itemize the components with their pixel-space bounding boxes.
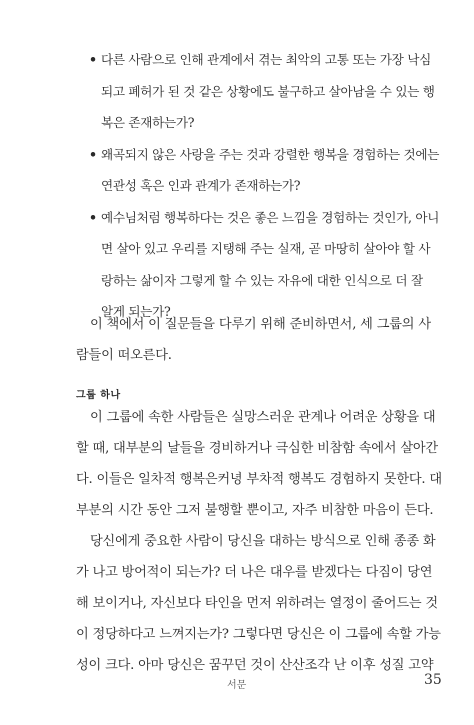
text-line: 해 보이거나, 자신보다 타인을 먼저 위하려는 열정이 줄어드는 것 (76, 596, 438, 611)
running-title: 서문 (227, 680, 247, 691)
text-line: 이 책에서 이 질문들을 다루기 위해 준비하면서, 세 그룹의 사 (90, 317, 431, 332)
text-line: 랑하는 삶이자 그렇게 할 수 있는 자유에 대한 인식으로 더 잘 (101, 272, 423, 288)
text-line: 할 때, 대부분의 날들을 경비하거나 극심한 비참함 속에서 살아간 (76, 441, 438, 456)
text-line: 다. 이들은 일차적 행복은커녕 부차적 행복도 경험하지 못한다. 대 (76, 472, 442, 487)
intro-paragraph (76, 309, 442, 371)
text-line: 부분의 시간 동안 그저 불행할 뿐이고, 자주 비참한 마음이 든다. (76, 503, 434, 518)
section-heading: 그룹 하나 (76, 390, 121, 401)
text-line: 연관성 혹은 인과 관계가 존재하는가? (101, 178, 301, 193)
text-line: 복은 존재하는가? (101, 115, 195, 130)
text-line: 성이 크다. 아마 당신은 꿈꾸던 것이 산산조각 난 이후 성질 고약 (76, 658, 434, 673)
bullet-marker: • (89, 52, 97, 67)
text-line: 알게 되는가? (101, 304, 171, 319)
text-line: 가 나고 방어적이 되는가? 더 나은 대우를 받겠다는 다짐이 당연 (76, 565, 433, 580)
text-line: 당신에게 중요한 사람이 당신을 대하는 방식으로 인해 종종 화 (90, 534, 436, 549)
bullet-marker: • (89, 209, 97, 225)
text-line: 다른 사람으로 인해 관계에서 겪는 최악의 고통 또는 가장 낙심 (101, 52, 431, 67)
text-line: 되고 폐허가 된 것 같은 상황에도 불구하고 살아남을 수 있는 행 (101, 83, 435, 99)
text-line: 왜곡되지 않은 사랑을 주는 것과 강렬한 행복을 경험하는 것에는 (101, 146, 440, 162)
text-line: 면 살아 있고 우리를 지탱해 주는 실재, 곧 마땅히 살아야 할 사 (101, 241, 431, 256)
text-line: 예수님처럼 행복하다는 것은 좋은 느낌을 경험하는 것인가, 아니 (101, 209, 440, 225)
text-line: 이 정당하다고 느껴지는가? 그렇다면 당신은 이 그룹에 속할 가능 (76, 627, 441, 642)
body-paragraph (76, 526, 442, 681)
page-number: 35 (424, 672, 442, 688)
question-item (89, 44, 441, 139)
bullet-marker: • (89, 146, 97, 162)
question-item (89, 139, 441, 202)
text-line: 이 그룹에 속한 사람들은 실망스러운 관계나 어려운 상황을 대 (90, 410, 436, 425)
body-paragraph (76, 402, 442, 526)
question-list (89, 44, 441, 328)
text-line: 람들이 떠오른다. (76, 348, 172, 363)
